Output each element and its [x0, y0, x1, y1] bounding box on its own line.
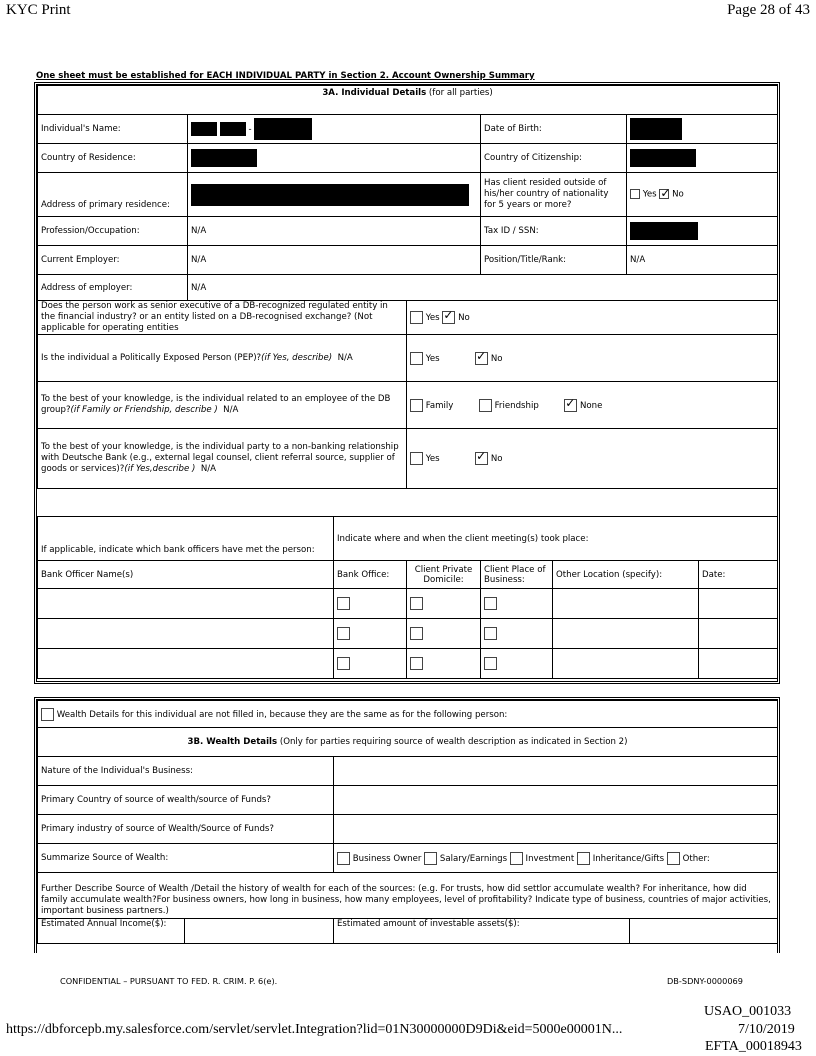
- no-checkbox[interactable]: [659, 189, 669, 199]
- employer-label: Current Employer:: [38, 246, 188, 275]
- meeting-label: Indicate where and when the client meeting(s) took place:: [334, 517, 778, 561]
- redaction-box: [191, 149, 257, 167]
- income-label: Estimated Annual Income($):: [38, 919, 185, 944]
- no-checkbox[interactable]: [475, 352, 488, 365]
- dob-label: Date of Birth:: [481, 115, 627, 144]
- taxid-label: Tax ID / SSN:: [481, 217, 627, 246]
- citizenship-label: Country of Citizenship:: [481, 144, 627, 173]
- assets-value[interactable]: [630, 919, 778, 944]
- business-checkbox[interactable]: [484, 657, 497, 670]
- date-field[interactable]: [699, 589, 778, 619]
- page-number: Page 28 of 43: [727, 2, 810, 18]
- bank-office-checkbox[interactable]: [337, 597, 350, 610]
- business-owner-checkbox[interactable]: [337, 852, 350, 865]
- no-checkbox[interactable]: [475, 452, 488, 465]
- no-checkbox[interactable]: [442, 311, 455, 324]
- assets-label: Estimated amount of investable assets($):: [334, 919, 630, 944]
- domicile-checkbox[interactable]: [410, 657, 423, 670]
- same-as-row: Wealth Details for this individual are not filled in, because they are the same as for the following person:: [38, 701, 778, 728]
- officers-label: If applicable, indicate which bank officers have met the person:: [38, 517, 334, 561]
- redaction-box: [254, 118, 312, 140]
- summarize-label: Summarize Source of Wealth:: [38, 844, 334, 873]
- col-domicile-header: Client Private Domicile:: [407, 561, 481, 589]
- meeting-row: [38, 649, 778, 679]
- inheritance-checkbox[interactable]: [577, 852, 590, 865]
- employer-value: N/A: [188, 246, 481, 275]
- name-label: Individual's Name:: [38, 115, 188, 144]
- redaction-box: [191, 122, 217, 136]
- section-3a-title: 3A. Individual Details (for all parties): [38, 86, 778, 115]
- yes-checkbox[interactable]: [410, 352, 423, 365]
- col-business-header: Client Place of Business:: [481, 561, 553, 589]
- country-residence-label: Country of Residence:: [38, 144, 188, 173]
- redaction-box: [630, 149, 696, 167]
- source-country-value[interactable]: [334, 786, 778, 815]
- source-industry-value[interactable]: [334, 815, 778, 844]
- date-field[interactable]: [699, 619, 778, 649]
- individual-details-table: [37, 85, 778, 679]
- dob-value: [627, 115, 778, 144]
- salary-checkbox[interactable]: [424, 852, 437, 865]
- yes-checkbox[interactable]: [410, 452, 423, 465]
- yes-checkbox[interactable]: [630, 189, 640, 199]
- bank-office-checkbox[interactable]: [337, 627, 350, 640]
- section-3b-title: 3B. Wealth Details (Only for parties requiring source of wealth description as indicated in Section 2): [38, 728, 778, 757]
- taxid-value: [627, 217, 778, 246]
- other-location-field[interactable]: [553, 649, 699, 679]
- nonbank-question: To the best of your knowledge, is the individual party to a non-banking relationship with Deutsche Bank (e.g., external legal counsel, client referral source, supplier of goods or services)?(if Yes,describe ) N/A: [38, 429, 407, 489]
- nature-value[interactable]: [334, 757, 778, 786]
- other-location-field[interactable]: [553, 619, 699, 649]
- instruction-text: One sheet must be established for EACH INDIVIDUAL PARTY in Section 2. Account Ownership Summary: [36, 71, 535, 81]
- officer-name-field[interactable]: [38, 589, 334, 619]
- address-label: Address of primary residence:: [38, 173, 188, 217]
- wealth-details-table: [37, 700, 778, 944]
- country-residence-value: [188, 144, 481, 173]
- resided-outside-options: Yes ✓ No: [627, 173, 778, 217]
- redaction-box: [630, 222, 698, 240]
- other-location-field[interactable]: [553, 589, 699, 619]
- print-date: 7/10/2019: [738, 1022, 795, 1037]
- bates-number: DB-SDNY-0000069: [667, 976, 743, 986]
- employer-address-label: Address of employer:: [38, 275, 188, 301]
- profession-value: N/A: [188, 217, 481, 246]
- pep-options: Yes ✓ No: [407, 335, 778, 382]
- none-checkbox[interactable]: [564, 399, 577, 412]
- business-checkbox[interactable]: [484, 627, 497, 640]
- efta-number: EFTA_00018943: [705, 1039, 802, 1054]
- domicile-checkbox[interactable]: [410, 627, 423, 640]
- page-header-title: KYC Print: [6, 2, 71, 18]
- position-label: Position/Title/Rank:: [481, 246, 627, 275]
- redaction-box: [630, 118, 682, 140]
- address-value: [188, 173, 481, 217]
- officer-name-field[interactable]: [38, 619, 334, 649]
- summarize-options: Business Owner Salary/Earnings Investment Inheritance/Gifts Other:: [334, 844, 778, 873]
- officer-name-field[interactable]: [38, 649, 334, 679]
- source-industry-label: Primary industry of source of Wealth/Source of Funds?: [38, 815, 334, 844]
- usao-number: USAO_001033: [704, 1004, 792, 1019]
- resided-outside-label: Has client resided outside of his/her country of nationality for 5 years or more?: [481, 173, 627, 217]
- col-officer-header: Bank Officer Name(s): [38, 561, 334, 589]
- confidential-notice: CONFIDENTIAL – PURSUANT TO FED. R. CRIM. P. 6(e).: [60, 976, 278, 986]
- profession-label: Profession/Occupation:: [38, 217, 188, 246]
- related-question: To the best of your knowledge, is the individual related to an employee of the DB group?(if Family or Friendship, describe ) N/A: [38, 382, 407, 429]
- spacer-row: [38, 489, 778, 517]
- source-url: https://dbforcepb.my.salesforce.com/servlet/servlet.Integration?lid=01N30000000D9Di&eid=5000e00001N...: [6, 1022, 623, 1037]
- section-3a: [34, 82, 780, 684]
- col-date-header: Date:: [699, 561, 778, 589]
- redaction-box: [191, 184, 469, 206]
- related-options: Family Friendship ✓ None: [407, 382, 778, 429]
- nature-label: Nature of the Individual's Business:: [38, 757, 334, 786]
- col-other-header: Other Location (specify):: [553, 561, 699, 589]
- section-3b: [34, 697, 780, 953]
- position-value: N/A: [627, 246, 778, 275]
- name-value: -: [188, 115, 481, 144]
- meeting-row: [38, 589, 778, 619]
- citizenship-value: [627, 144, 778, 173]
- friendship-checkbox[interactable]: [479, 399, 492, 412]
- further-describe-text: Further Describe Source of Wealth /Detail the history of wealth for each of the sources: (e.g. For trusts, how did settlor accumulate wealth? For inheritance, how did family accumulate wealth?For business owners, how long in business, how many employees, level of profitability? Indicate type of business, countries of major activities, important business partners.): [38, 873, 778, 919]
- yes-checkbox[interactable]: [410, 311, 423, 324]
- investment-checkbox[interactable]: [510, 852, 523, 865]
- senior-exec-question: Does the person work as senior executive of a DB-recognized regulated entity in the financial industry? or an entity listed on a DB-recognised exchange? (Not applicable for operating entities: [38, 301, 407, 335]
- senior-exec-options: Yes ✓ No: [407, 301, 778, 335]
- meeting-row: [38, 619, 778, 649]
- same-as-checkbox[interactable]: [41, 708, 54, 721]
- family-checkbox[interactable]: [410, 399, 423, 412]
- date-field[interactable]: [699, 649, 778, 679]
- redaction-box: [220, 122, 246, 136]
- employer-address-value: N/A: [188, 275, 778, 301]
- col-bank-office-header: Bank Office:: [334, 561, 407, 589]
- bank-office-checkbox[interactable]: [337, 657, 350, 670]
- pep-question: Is the individual a Politically Exposed Person (PEP)?(if Yes, describe) N/A: [38, 335, 407, 382]
- domicile-checkbox[interactable]: [410, 597, 423, 610]
- business-checkbox[interactable]: [484, 597, 497, 610]
- income-value[interactable]: [185, 919, 334, 944]
- other-checkbox[interactable]: [667, 852, 680, 865]
- nonbank-options: Yes ✓ No: [407, 429, 778, 489]
- source-country-label: Primary Country of source of wealth/source of Funds?: [38, 786, 334, 815]
